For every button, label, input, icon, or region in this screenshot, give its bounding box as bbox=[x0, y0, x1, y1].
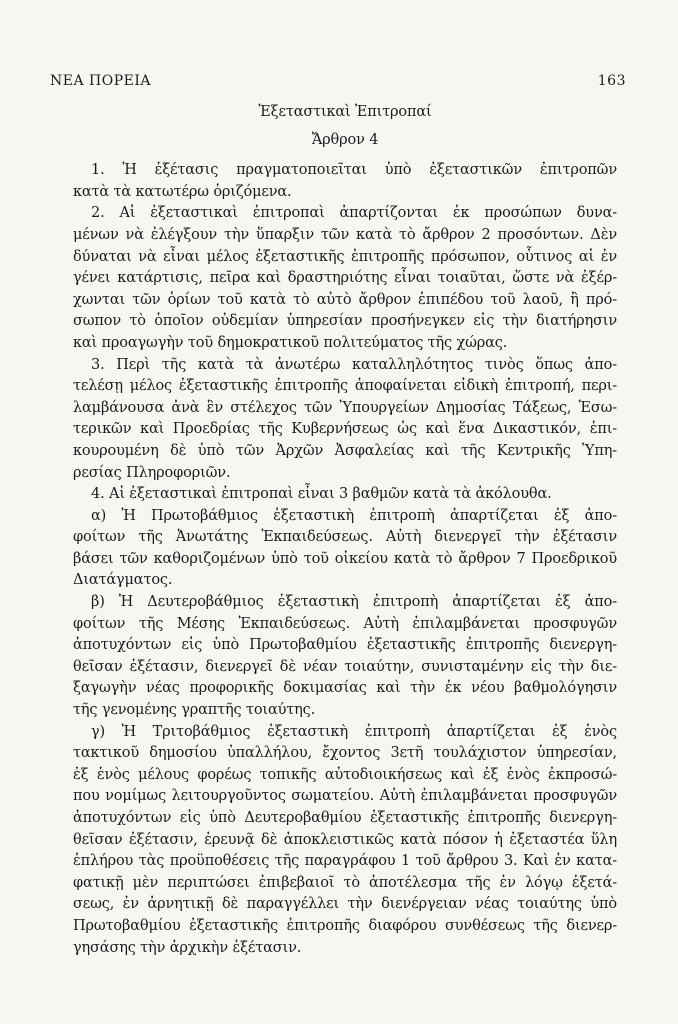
text-line: ἀποτυχόντων εἰς ὑπὸ Δευτεροβαθμίου ἐξεταστικῆς ἐπιτροπῆς διενεργη- bbox=[73, 810, 617, 826]
journal-title: ΝΕΑ ΠΟΡΕΙΑ bbox=[50, 73, 151, 89]
text-line: α) Ἡ Πρωτοβάθμιος ἐξεταστικὴ ἐπιτροπὴ ἀπαρτίζεται ἐξ ἀπο- bbox=[91, 507, 617, 524]
text-line: ἐπλήρου τὰς προϋποθέσεις τῆς παραγράφου 1 τοῦ ἄρθρου 3. Καὶ ἐν κατα- bbox=[73, 853, 617, 870]
text-line: τακτικοῦ δημοσίου ὑπαλλήλου, ἔχοντος 3ετῆ τουλάχιστον ὑπηρεσίαν, bbox=[73, 745, 617, 762]
document-body bbox=[73, 102, 617, 959]
text-line: που νομίμως λειτουργοῦντος σωματείου. Αὐτὴ ἐπιλαμβάνεται προσφυγῶν bbox=[73, 788, 617, 805]
text-line: φατικῇ μὲν περιπτώσει ἐπιβεβαιοῖ τὸ ἀποτέλεσμα τῆς ἐν λόγῳ ἐξετά- bbox=[73, 874, 617, 891]
text-line: γένει κατάρτισις, πεῖρα καὶ δραστηριότης εἶναι τοιαῦται, ὥστε νὰ ἐξέρ- bbox=[73, 270, 617, 287]
heading-spacer bbox=[73, 151, 617, 160]
text-line: 4. Αἱ ἐξεταστικαὶ ἐπιτροπαὶ εἶναι 3 βαθμῶν κατὰ τὰ ἀκόλουθα. bbox=[91, 486, 552, 503]
text-line: 2. Αἱ ἐξεταστικαὶ ἐπιτροπαὶ ἀπαρτίζονται ἐκ προσώπων δυνα- bbox=[91, 205, 617, 222]
text-line: β) Ἡ Δευτεροβάθμιος ἐξεταστικὴ ἐπιτροπὴ ἀπαρτίζεται ἐξ ἀπο- bbox=[91, 594, 617, 611]
text-line: ἀποτυχόντων εἰς ὑπὸ Πρωτοβαθμίου ἐξεταστικῆς ἐπιτροπῆς διενεργη- bbox=[73, 637, 617, 654]
text-line: γησάσης τὴν ἀρχικὴν ἐξέτασιν. bbox=[73, 939, 302, 956]
text-line: τελέσῃ μέλος ἐξεταστικῆς ἐπιτροπῆς ἀποφαίνεται εἰδικὴ ἐπιτροπή, περι- bbox=[73, 378, 617, 395]
text-line: φοίτων τῆς Μέσης Ἐκπαιδεύσεως. Αὐτὴ ἐπιλαμβάνεται προσφυγῶν bbox=[73, 615, 617, 632]
text-line: τερικῶν καὶ Προεδρίας τῆς Κυβερνήσεως ὡς καὶ ἕνα Δικαστικόν, ἐπι- bbox=[73, 421, 617, 438]
text-line: χωνται τῶν ὁρίων τοῦ κατὰ τὸ αὐτὸ ἄρθρον ἐπιπέδου τοῦ λαοῦ, ἢ πρό- bbox=[73, 291, 617, 308]
text-line: ρεσίας Πληροφοριῶν. bbox=[73, 464, 231, 481]
text-line: ἐξ ἑνὸς μέλους φορέως τοπικῆς αὐτοδιοικήσεως καὶ ἐξ ἑνὸς ἐκπροσώ- bbox=[73, 766, 617, 783]
text-line: θεῖσαν ἐξέτασιν, ἐρευνᾷ δὲ ἀποκλειστικῶς κατὰ πόσον ἡ ἐξεταστέα ὕλη bbox=[73, 831, 617, 848]
text-line: βάσει τῶν καθοριζομένων ὑπὸ τοῦ οἰκείου κατὰ τὸ ἄρθρον 7 Προεδρικοῦ bbox=[73, 550, 617, 567]
text-line: μένων νὰ ἐλέγξουν τὴν ὕπαρξιν τῶν κατὰ τὸ ἄρθρον 2 προσόντων. Δὲν bbox=[73, 226, 617, 243]
text-line: κατὰ τὰ κατωτέρω ὁριζόμενα. bbox=[73, 183, 292, 200]
text-line: κουρουμένη δὲ ὑπὸ τῶν Ἀρχῶν Ἀσφαλείας καὶ τῆς Κεντρικῆς Ὑπη- bbox=[73, 442, 617, 459]
text-line: 1. Ἡ ἐξέτασις πραγματοποιεῖται ὑπὸ ἐξεταστικῶν ἐπιτροπῶν bbox=[91, 162, 617, 179]
text-line: Πρωτοβαθμίου ἐξεταστικῆς ἐπιτροπῆς διαφόρου συνθέσεως τῆς διενερ- bbox=[73, 917, 617, 934]
text-line: λαμβάνουσα ἀνὰ ἓν στέλεχος τῶν Ὑπουργείων Δημοσίας Τάξεως, Ἐσω- bbox=[73, 399, 617, 416]
text-line: ξαγωγὴν νέας προφορικῆς δοκιμασίας καὶ τὴν ἐκ νέου βαθμολόγησιν bbox=[73, 680, 617, 697]
text-line: δύναται νὰ εἶναι μέλος ἐξεταστικῆς ἐπιτροπῆς πρόσωπον, οὗτινος αἱ ἐν bbox=[73, 248, 617, 265]
text-line: σωπον τὸ ὁποῖον οὐδεμίαν ὑπηρεσίαν προσήνεγκεν εἰς τὴν διατήρησιν bbox=[73, 313, 617, 330]
running-head bbox=[50, 73, 626, 89]
section-title: Ἐξεταστικαὶ Ἐπιτροπαί bbox=[258, 104, 432, 120]
text-line: καὶ προαγωγὴν τοῦ δημοκρατικοῦ πολιτεύματος τῆς χώρας. bbox=[73, 334, 508, 351]
text-line: 3. Περὶ τῆς κατὰ τὰ ἀνωτέρω καταλληλότητος τινὸς ὅπως ἀπο- bbox=[91, 356, 617, 373]
text-line: τῆς γενομένης γραπτῆς τοιαύτης. bbox=[73, 702, 316, 719]
text-line: γ) Ἡ Τριτοβάθμιος ἐξεταστικὴ ἐπιτροπὴ ἀπαρτίζεται ἐξ ἑνὸς bbox=[91, 723, 617, 740]
text-line: σεως, ἐν ἀρνητικῇ δὲ παραγγέλλει τὴν διενέργειαν νέας τοιαύτης ὑπὸ bbox=[73, 896, 617, 913]
text-line: θεῖσαν ἐξέτασιν, διενεργεῖ δὲ νέαν τοιαύτην, συνισταμένην εἰς τὴν διε- bbox=[73, 658, 617, 675]
page-number: 163 bbox=[597, 73, 626, 89]
text-line: φοίτων τῆς Ἀνωτάτης Ἐκπαιδεύσεως. Αὐτὴ διενεργεῖ τὴν ἐξέτασιν bbox=[73, 529, 617, 546]
article-heading: Ἄρθρον 4 bbox=[311, 131, 379, 148]
text-line: Διατάγματος. bbox=[73, 572, 173, 589]
